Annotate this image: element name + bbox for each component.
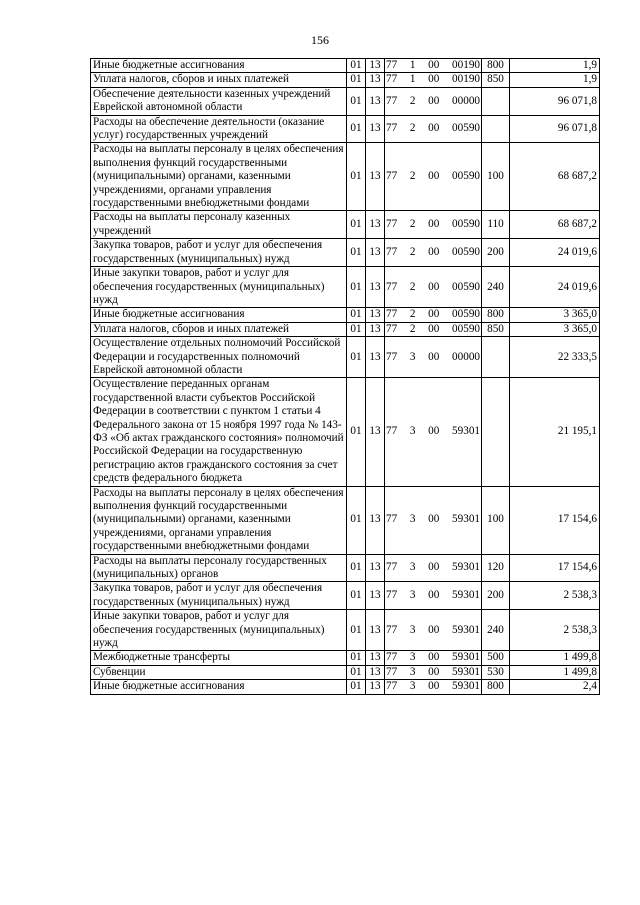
target-article-cell	[385, 239, 482, 267]
target-article-code	[385, 513, 481, 526]
subsection-code-cell: 13	[366, 73, 385, 87]
amount-cell: 68 687,2	[510, 211, 600, 239]
target-article-part: 00	[428, 561, 440, 574]
target-article-part: 77	[386, 122, 398, 135]
target-article-cell	[385, 308, 482, 322]
expense-name-cell: Межбюджетные трансферты	[91, 651, 347, 665]
expense-type-cell	[482, 337, 510, 378]
target-article-part: 1	[409, 59, 416, 71]
target-article-part: 00	[428, 680, 440, 693]
expense-type-cell: 800	[482, 59, 510, 73]
target-article-code	[385, 95, 481, 108]
target-article-part: 00	[428, 122, 440, 135]
target-article-cell	[385, 73, 482, 87]
target-article-part: 3	[409, 651, 416, 664]
subsection-code-cell: 13	[366, 665, 385, 679]
amount-cell: 68 687,2	[510, 143, 600, 211]
expense-type-cell	[482, 87, 510, 115]
subsection-code-cell: 13	[366, 59, 385, 73]
section-code-cell: 01	[347, 73, 366, 87]
amount-cell: 17 154,6	[510, 554, 600, 582]
expense-name-cell: Расходы на выплаты персоналу в целях обеспечения выполнения функций государственными (муниципальными) органами, казенными учреждениями, органами управления государственными внебюджетными фондами	[91, 486, 347, 554]
target-article-cell	[385, 267, 482, 308]
target-article-part: 77	[386, 589, 398, 602]
amount-cell: 2 538,3	[510, 582, 600, 610]
target-article-part: 59301	[452, 561, 480, 574]
amount-cell: 21 195,1	[510, 378, 600, 486]
target-article-cell	[385, 651, 482, 665]
target-article-part: 59301	[452, 513, 480, 526]
amount-cell: 96 071,8	[510, 87, 600, 115]
target-article-part: 77	[386, 218, 398, 231]
subsection-code-cell: 13	[366, 322, 385, 336]
target-article-part: 00	[428, 73, 440, 86]
table-row	[91, 610, 600, 651]
section-code-cell: 01	[347, 337, 366, 378]
target-article-cell	[385, 322, 482, 336]
target-article-cell	[385, 143, 482, 211]
target-article-part: 00	[428, 589, 440, 602]
table-row	[91, 267, 600, 308]
target-article-part: 3	[409, 589, 416, 602]
target-article-code	[385, 351, 481, 364]
target-article-code	[385, 425, 481, 438]
table-row	[91, 73, 600, 87]
target-article-part: 59301	[452, 651, 480, 664]
target-article-part: 2	[409, 218, 416, 231]
target-article-code	[385, 73, 481, 86]
section-code-cell: 01	[347, 378, 366, 486]
section-code-cell: 01	[347, 322, 366, 336]
target-article-cell	[385, 115, 482, 143]
table-row	[91, 115, 600, 143]
section-code-cell: 01	[347, 582, 366, 610]
subsection-code-cell: 13	[366, 582, 385, 610]
target-article-part: 59301	[452, 589, 480, 602]
section-code-cell: 01	[347, 239, 366, 267]
expense-name-cell: Иные закупки товаров, работ и услуг для обеспечения государственных (муниципальных) нужд	[91, 610, 347, 651]
subsection-code-cell: 13	[366, 143, 385, 211]
target-article-part: 2	[409, 308, 416, 321]
target-article-part: 77	[386, 680, 398, 693]
section-code-cell: 01	[347, 87, 366, 115]
table-row	[91, 378, 600, 486]
target-article-part: 00590	[452, 308, 480, 321]
expense-type-cell: 100	[482, 143, 510, 211]
target-article-part: 00000	[452, 350, 480, 363]
target-article-part: 3	[409, 513, 416, 526]
section-code-cell: 01	[347, 610, 366, 651]
section-code-cell: 01	[347, 651, 366, 665]
target-article-part: 77	[386, 59, 398, 71]
target-article-part: 00	[428, 651, 440, 664]
section-code-cell: 01	[347, 143, 366, 211]
table-row	[91, 665, 600, 679]
target-article-code	[385, 218, 481, 231]
table-row	[91, 554, 600, 582]
subsection-code-cell: 13	[366, 115, 385, 143]
target-article-part: 00190	[452, 73, 480, 86]
target-article-part: 00	[428, 350, 440, 363]
target-article-part: 2	[409, 322, 416, 335]
target-article-cell	[385, 378, 482, 486]
amount-cell: 1 499,8	[510, 651, 600, 665]
table-row	[91, 337, 600, 378]
target-article-part: 00590	[452, 245, 480, 258]
amount-cell: 17 154,6	[510, 486, 600, 554]
target-article-part: 59301	[452, 425, 480, 438]
target-article-part: 3	[409, 665, 416, 678]
subsection-code-cell: 13	[366, 680, 385, 694]
target-article-part: 00	[428, 280, 440, 293]
target-article-code	[385, 308, 481, 321]
expense-type-cell: 800	[482, 680, 510, 694]
amount-cell: 2 538,3	[510, 610, 600, 651]
target-article-part: 2	[409, 94, 416, 107]
table-row	[91, 308, 600, 322]
expense-name-cell: Обеспечение деятельности казенных учреждений Еврейской автономной области	[91, 87, 347, 115]
table-row	[91, 239, 600, 267]
subsection-code-cell: 13	[366, 267, 385, 308]
expense-name-cell: Иные закупки товаров, работ и услуг для обеспечения государственных (муниципальных) нужд	[91, 267, 347, 308]
section-code-cell: 01	[347, 680, 366, 694]
target-article-part: 00000	[452, 94, 480, 107]
subsection-code-cell: 13	[366, 651, 385, 665]
expense-name-cell: Субвенции	[91, 665, 347, 679]
table-row	[91, 651, 600, 665]
amount-cell: 2,4	[510, 680, 600, 694]
expense-type-cell: 100	[482, 486, 510, 554]
expense-type-cell: 240	[482, 267, 510, 308]
table-row	[91, 211, 600, 239]
target-article-part: 77	[386, 425, 398, 438]
expense-type-cell: 110	[482, 211, 510, 239]
table-row	[91, 143, 600, 211]
expense-name-cell: Расходы на выплаты персоналу в целях обеспечения выполнения функций государственными (муниципальными) органами, казенными учреждениями, органами управления государственными внебюджетными фондами	[91, 143, 347, 211]
target-article-part: 00	[428, 425, 440, 438]
target-article-part: 00190	[452, 59, 480, 71]
table-body	[91, 59, 600, 695]
amount-cell: 24 019,6	[510, 267, 600, 308]
target-article-part: 00	[428, 245, 440, 258]
amount-cell: 1 499,8	[510, 665, 600, 679]
table-row	[91, 59, 600, 73]
target-article-part: 77	[386, 73, 398, 86]
table-row	[91, 87, 600, 115]
target-article-cell	[385, 87, 482, 115]
subsection-code-cell: 13	[366, 337, 385, 378]
amount-cell: 3 365,0	[510, 322, 600, 336]
target-article-code	[385, 170, 481, 183]
target-article-code	[385, 281, 481, 294]
target-article-part: 00590	[452, 170, 480, 183]
target-article-part: 59301	[452, 665, 480, 678]
target-article-part: 00	[428, 94, 440, 107]
section-code-cell: 01	[347, 115, 366, 143]
target-article-cell	[385, 665, 482, 679]
target-article-part: 3	[409, 425, 416, 438]
target-article-part: 00	[428, 322, 440, 335]
amount-cell: 96 071,8	[510, 115, 600, 143]
amount-cell: 1,9	[510, 73, 600, 87]
target-article-cell	[385, 554, 482, 582]
target-article-part: 00	[428, 59, 440, 71]
target-article-part: 77	[386, 623, 398, 636]
expense-name-cell: Уплата налогов, сборов и иных платежей	[91, 73, 347, 87]
expense-name-cell: Расходы на выплаты персоналу казенных учреждений	[91, 211, 347, 239]
target-article-part: 00590	[452, 218, 480, 231]
subsection-code-cell: 13	[366, 308, 385, 322]
target-article-part: 1	[409, 73, 416, 86]
expense-name-cell: Закупка товаров, работ и услуг для обеспечения государственных (муниципальных) нужд	[91, 582, 347, 610]
target-article-part: 00	[428, 170, 440, 183]
expense-type-cell: 200	[482, 582, 510, 610]
section-code-cell: 01	[347, 308, 366, 322]
target-article-code	[385, 323, 481, 336]
table-row	[91, 486, 600, 554]
amount-cell: 24 019,6	[510, 239, 600, 267]
expense-type-cell: 200	[482, 239, 510, 267]
expense-name-cell: Иные бюджетные ассигнования	[91, 308, 347, 322]
table-row	[91, 680, 600, 694]
target-article-part: 2	[409, 280, 416, 293]
target-article-part: 3	[409, 561, 416, 574]
page-number: 156	[311, 33, 329, 47]
section-code-cell: 01	[347, 486, 366, 554]
target-article-cell	[385, 211, 482, 239]
target-article-cell	[385, 582, 482, 610]
expense-type-cell	[482, 115, 510, 143]
target-article-part: 77	[386, 308, 398, 321]
amount-cell: 3 365,0	[510, 308, 600, 322]
expense-name-cell: Расходы на обеспечение деятельности (оказание услуг) государственных учреждений	[91, 115, 347, 143]
target-article-cell	[385, 610, 482, 651]
subsection-code-cell: 13	[366, 486, 385, 554]
target-article-code	[385, 680, 481, 693]
target-article-part: 77	[386, 513, 398, 526]
target-article-part: 00	[428, 623, 440, 636]
target-article-part: 59301	[452, 623, 480, 636]
expense-type-cell: 120	[482, 554, 510, 582]
target-article-code	[385, 59, 481, 72]
expense-type-cell: 850	[482, 322, 510, 336]
target-article-part: 2	[409, 122, 416, 135]
target-article-part: 00590	[452, 280, 480, 293]
subsection-code-cell: 13	[366, 239, 385, 267]
amount-cell: 22 333,5	[510, 337, 600, 378]
target-article-cell	[385, 337, 482, 378]
budget-table	[90, 58, 600, 695]
target-article-part: 00	[428, 665, 440, 678]
target-article-part: 00590	[452, 322, 480, 335]
expense-name-cell: Уплата налогов, сборов и иных платежей	[91, 322, 347, 336]
subsection-code-cell: 13	[366, 378, 385, 486]
expense-name-cell: Иные бюджетные ассигнования	[91, 59, 347, 73]
target-article-part: 00590	[452, 122, 480, 135]
subsection-code-cell: 13	[366, 87, 385, 115]
table-row	[91, 582, 600, 610]
expense-name-cell: Расходы на выплаты персоналу государственных (муниципальных) органов	[91, 554, 347, 582]
table-row	[91, 322, 600, 336]
expense-name-cell: Осуществление отдельных полномочий Российской Федерации и государственных полномочий Еврейской автономной области	[91, 337, 347, 378]
target-article-part: 77	[386, 245, 398, 258]
subsection-code-cell: 13	[366, 610, 385, 651]
section-code-cell: 01	[347, 554, 366, 582]
target-article-part: 77	[386, 94, 398, 107]
target-article-code	[385, 561, 481, 574]
target-article-part: 77	[386, 322, 398, 335]
target-article-part: 77	[386, 350, 398, 363]
target-article-code	[385, 122, 481, 135]
target-article-code	[385, 624, 481, 637]
subsection-code-cell: 13	[366, 211, 385, 239]
expense-type-cell	[482, 378, 510, 486]
expense-type-cell: 500	[482, 651, 510, 665]
expense-type-cell: 800	[482, 308, 510, 322]
target-article-part: 77	[386, 665, 398, 678]
target-article-cell	[385, 680, 482, 694]
target-article-part: 3	[409, 350, 416, 363]
expense-name-cell: Иные бюджетные ассигнования	[91, 680, 347, 694]
section-code-cell: 01	[347, 665, 366, 679]
expense-type-cell: 530	[482, 665, 510, 679]
target-article-code	[385, 666, 481, 679]
target-article-part: 00	[428, 308, 440, 321]
target-article-cell	[385, 486, 482, 554]
target-article-part: 00	[428, 218, 440, 231]
expense-name-cell: Закупка товаров, работ и услуг для обеспечения государственных (муниципальных) нужд	[91, 239, 347, 267]
target-article-part: 00	[428, 513, 440, 526]
target-article-code	[385, 589, 481, 602]
subsection-code-cell: 13	[366, 554, 385, 582]
target-article-cell	[385, 59, 482, 73]
expense-type-cell: 240	[482, 610, 510, 651]
expense-name-cell: Осуществление переданных органам государственной власти субъектов Российской Федерации в соответствии с пунктом 1 статьи 4 Федерального закона от 15 ноября 1997 года № 143-ФЗ «Об актах гражданского состояния» полномочий Российской Федерации на государственную регистрацию актов гражданского состояния за счет средств федерального бюджета	[91, 378, 347, 486]
target-article-part: 3	[409, 623, 416, 636]
expense-type-cell: 850	[482, 73, 510, 87]
section-code-cell: 01	[347, 267, 366, 308]
target-article-part: 59301	[452, 680, 480, 693]
section-code-cell: 01	[347, 211, 366, 239]
target-article-part: 77	[386, 561, 398, 574]
target-article-part: 3	[409, 680, 416, 693]
amount-cell: 1,9	[510, 59, 600, 73]
section-code-cell: 01	[347, 59, 366, 73]
target-article-code	[385, 246, 481, 259]
target-article-part: 2	[409, 245, 416, 258]
target-article-part: 77	[386, 170, 398, 183]
target-article-code	[385, 651, 481, 664]
target-article-part: 77	[386, 651, 398, 664]
target-article-part: 77	[386, 280, 398, 293]
target-article-part: 2	[409, 170, 416, 183]
